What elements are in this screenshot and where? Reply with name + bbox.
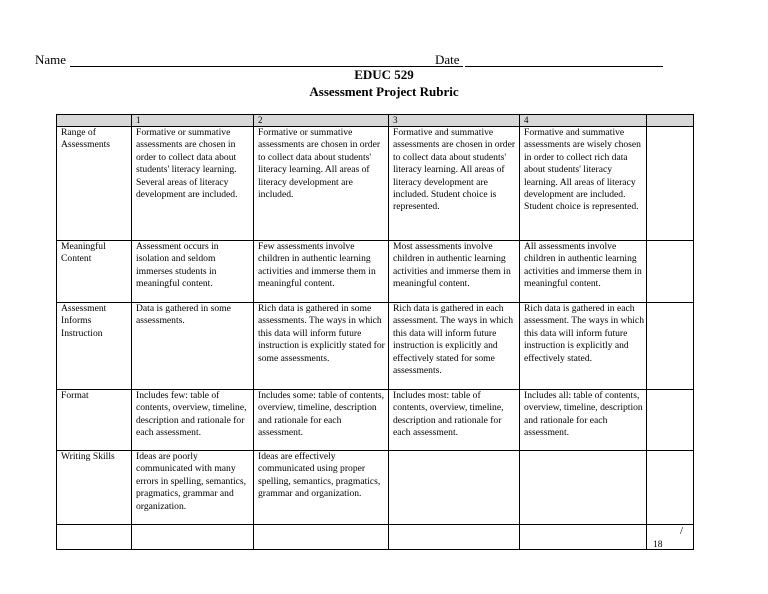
level-cell: Includes all: table of contents, overview, timeline, description and rationale for each assessment. <box>520 390 647 451</box>
table-row <box>57 451 694 525</box>
level-cell: Rich data is gathered in each assessment. The ways in which this data will inform future instruction is explicitly and effectively stated. <box>520 303 647 390</box>
table-row <box>57 303 694 390</box>
empty-cell <box>132 525 254 550</box>
table-row <box>57 390 694 451</box>
criterion-cell: Format <box>57 390 132 451</box>
level-cell: All assessments involve children in authentic learning activities and immerse them in meaningful content. <box>520 241 647 303</box>
date-label: Date <box>435 52 460 67</box>
header-cell-criterion <box>57 115 132 127</box>
table-row <box>57 241 694 303</box>
level-cell: Rich data is gathered in each assessment. The ways in which this data will inform future instruction is explicitly and effectively stated for some assessments. <box>389 303 520 390</box>
rubric-title: Assessment Project Rubric <box>309 84 459 99</box>
level-cell: Few assessments involve children in authentic learning activities and immerse them in meaningful content. <box>254 241 389 303</box>
header-cell-level-4: 4 <box>520 115 647 127</box>
level-cell: Formative or summative assessments are chosen in order to collect data about students' literacy learning. All areas of literacy development are included. <box>254 127 389 241</box>
level-cell: Ideas are poorly communicated with many errors in spelling, semantics, pragmatics, grammar and organization. <box>132 451 254 525</box>
table-row <box>57 127 694 241</box>
level-cell: Formative and summative assessments are wisely chosen in order to collect rich data about students' literacy learning. All areas of literacy development are included. Student choice is represented. <box>520 127 647 241</box>
criterion-cell: Meaningful Content <box>57 241 132 303</box>
total-row <box>57 525 694 550</box>
total-out-of: 18 <box>653 538 663 550</box>
empty-cell <box>389 525 520 550</box>
criterion-cell: Writing Skills <box>57 451 132 525</box>
empty-cell <box>254 525 389 550</box>
header-cell-level-3: 3 <box>389 115 520 127</box>
level-cell: Includes some: table of contents, overview, timeline, description and rationale for each assessment. <box>254 390 389 451</box>
level-cell <box>520 451 647 525</box>
level-cell: Assessment occurs in isolation and seldom immerses students in meaningful content. <box>132 241 254 303</box>
rubric-table <box>56 114 694 550</box>
course-code: EDUC 529 <box>354 67 414 82</box>
total-score-cell[interactable] <box>647 525 694 550</box>
header-cell-level-1: 1 <box>132 115 254 127</box>
score-cell[interactable] <box>647 451 694 525</box>
criterion-cell: Range of Assessments <box>57 127 132 241</box>
criterion-cell: Assessment Informs Instruction <box>57 303 132 390</box>
level-cell: Formative or summative assessments are chosen in order to collect data about students' literacy learning. Several areas of literacy development are included. <box>132 127 254 241</box>
level-cell: Includes most: table of contents, overview, timeline, description and rationale for each assessment. <box>389 390 520 451</box>
score-cell[interactable] <box>647 241 694 303</box>
level-cell: Rich data is gathered in some assessments. The ways in which this data will inform future instruction is explicitly stated for some assessments. <box>254 303 389 390</box>
level-cell: Includes few: table of contents, overview, timeline, description and rationale for each assessment. <box>132 390 254 451</box>
total-slash: / <box>679 525 683 537</box>
empty-cell <box>57 525 132 550</box>
score-cell[interactable] <box>647 127 694 241</box>
level-cell: Formative and summative assessments are chosen in order to collect data about students' literacy learning. All areas of literacy development are included. Student choice is represented. <box>389 127 520 241</box>
empty-cell <box>520 525 647 550</box>
table-header-row <box>57 115 694 127</box>
header-cell-level-2: 2 <box>254 115 389 127</box>
name-label: Name <box>35 52 67 67</box>
score-cell[interactable] <box>647 303 694 390</box>
level-cell: Data is gathered in some assessments. <box>132 303 254 390</box>
level-cell <box>389 451 520 525</box>
score-cell[interactable] <box>647 390 694 451</box>
header-cell-score <box>647 115 694 127</box>
level-cell: Ideas are effectively communicated using proper spelling, semantics, pragmatics, grammar and organization. <box>254 451 389 525</box>
level-cell: Most assessments involve children in authentic learning activities and immerse them in meaningful content. <box>389 241 520 303</box>
